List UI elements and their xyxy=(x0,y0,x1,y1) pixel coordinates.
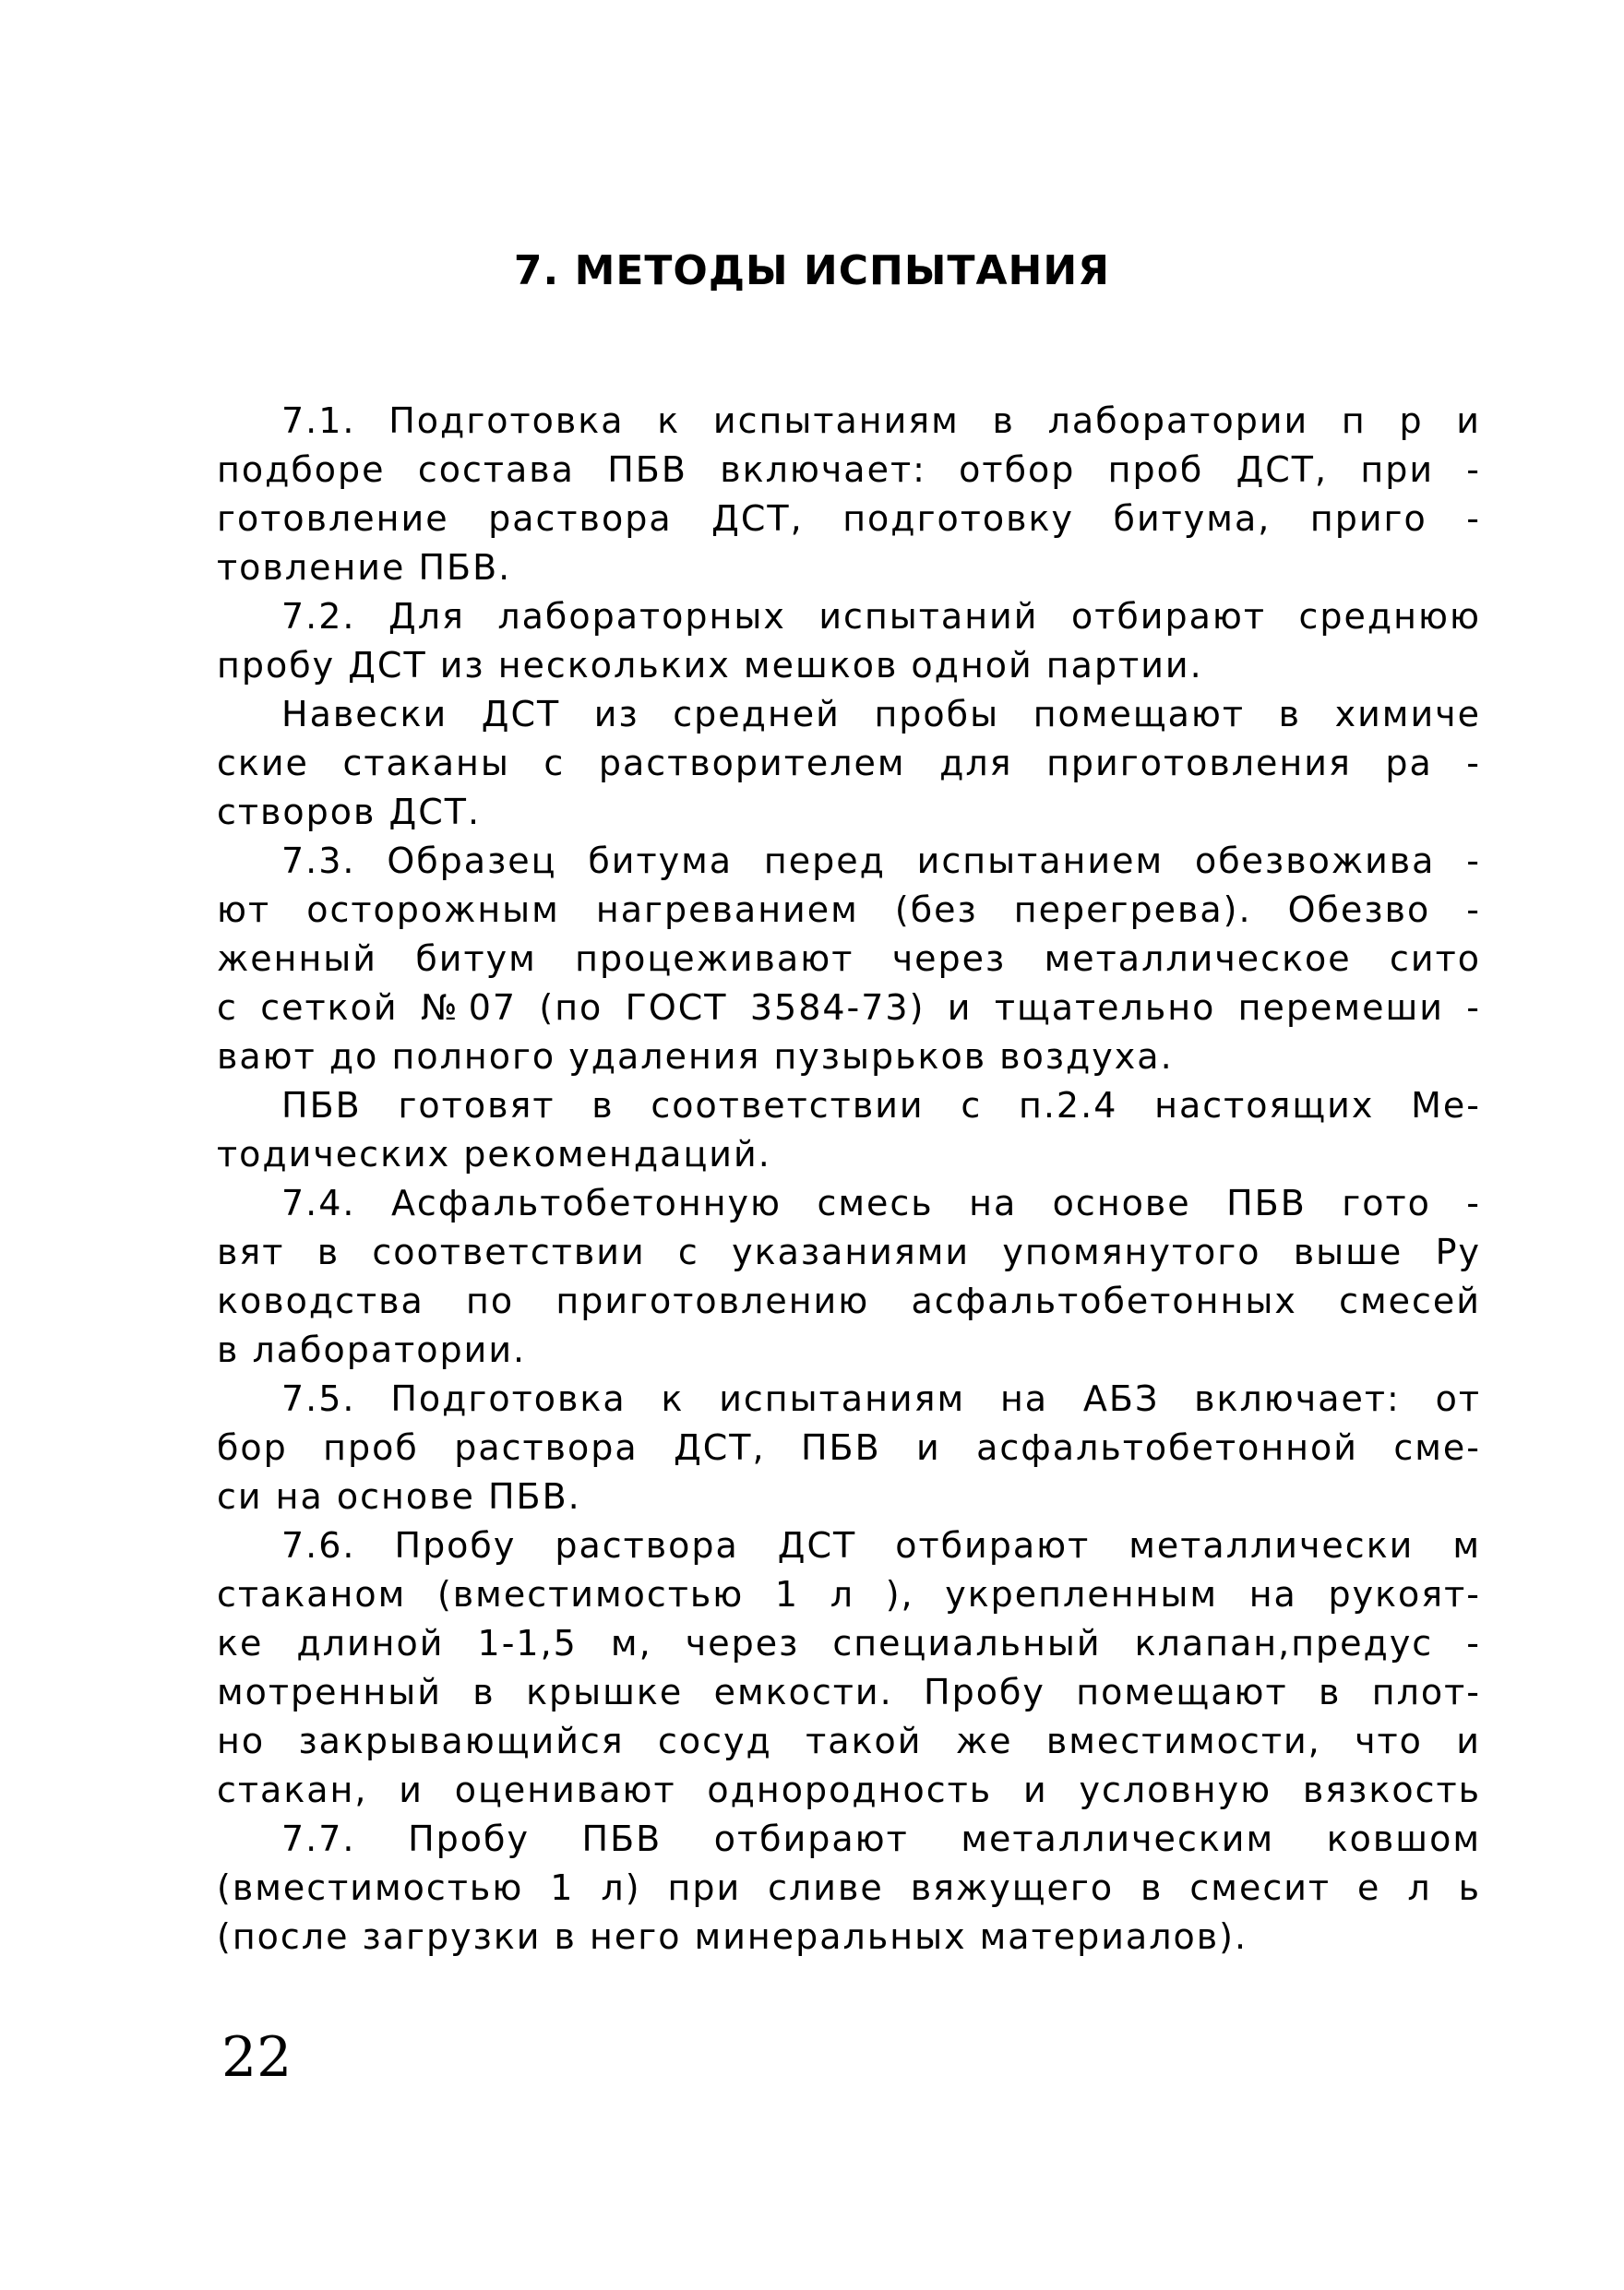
text-line: 7.5. Подготовка к испытаниям на АБЗ включает: от xyxy=(281,1378,1481,1419)
text-line: створов ДСТ. xyxy=(217,792,482,832)
text-line: Навески ДСТ из средней пробы помещают в химиче xyxy=(281,694,1481,734)
text-line: подборе состава ПБВ включает: отбор проб ДСТ, при - xyxy=(217,449,1481,490)
text-line: с сеткой №07 (по ГОСТ 3584-73) и тщательно перемеши - xyxy=(217,987,1481,1028)
page-number: 22 xyxy=(221,2025,293,2090)
text-line: в лаборатории. xyxy=(217,1330,527,1370)
text-line: женный битум процеживают через металлическое сито xyxy=(217,938,1481,979)
text-line: 7.7. Пробу ПБВ отбирают металлическим ковшом xyxy=(281,1819,1481,1859)
text-line: (вместимостью 1 л) при сливе вяжущего в смесит е л ь xyxy=(217,1867,1481,1908)
text-line: си на основе ПБВ. xyxy=(217,1476,581,1517)
text-line: стакан, и оценивают однородность и условную вязкость xyxy=(217,1770,1481,1810)
section-title: 7. МЕТОДЫ ИСПЫТАНИЯ xyxy=(513,247,1111,294)
text-line: (после загрузки в него минеральных материалов). xyxy=(217,1916,1248,1957)
text-line: ке длиной 1-1,5 м, через специальный клапан,предус - xyxy=(217,1623,1481,1664)
text-line: товление ПБВ. xyxy=(217,547,512,588)
text-line: но закрывающийся сосуд такой же вместимости, что и xyxy=(217,1721,1481,1761)
text-line: 7.4. Асфальтобетонную смесь на основе ПБВ гото - xyxy=(281,1183,1481,1223)
text-line: ские стаканы с растворителем для приготовления ра - xyxy=(217,743,1481,783)
text-line: 7.1. Подготовка к испытаниям в лаборатории п р и xyxy=(281,400,1481,441)
text-line: 7.3. Образец битума перед испытанием обезвожива - xyxy=(281,841,1481,881)
section-body xyxy=(217,397,1481,1962)
text-line: ют осторожным нагреванием (без перегрева). Обезво - xyxy=(217,889,1481,930)
text-line: тодических рекомендаций. xyxy=(217,1134,771,1175)
text-line: бор проб раствора ДСТ, ПБВ и асфальтобетонной сме- xyxy=(217,1427,1481,1468)
text-line: мотренный в крышке емкости. Пробу помещают в плот- xyxy=(217,1672,1481,1712)
text-line: вают до полного удаления пузырьков воздуха. xyxy=(217,1036,1174,1077)
text-line: готовление раствора ДСТ, подготовку битума, приго - xyxy=(217,498,1481,539)
text-line: пробу ДСТ из нескольких мешков одной партии. xyxy=(217,645,1203,686)
text-line: ководства по приготовлению асфальтобетонных смесей xyxy=(217,1281,1481,1321)
text-line: вят в соответствии с указаниями упомянутого выше Ру xyxy=(217,1232,1481,1272)
text-line: ПБВ готовят в соответствии с п.2.4 настоящих Ме- xyxy=(281,1085,1481,1126)
text-line: стаканом (вместимостью 1 л ), укрепленным на рукоят- xyxy=(217,1574,1481,1615)
text-line: 7.6. Пробу раствора ДСТ отбирают металлически м xyxy=(281,1525,1481,1566)
text-line: 7.2. Для лабораторных испытаний отбирают среднюю xyxy=(281,596,1481,637)
